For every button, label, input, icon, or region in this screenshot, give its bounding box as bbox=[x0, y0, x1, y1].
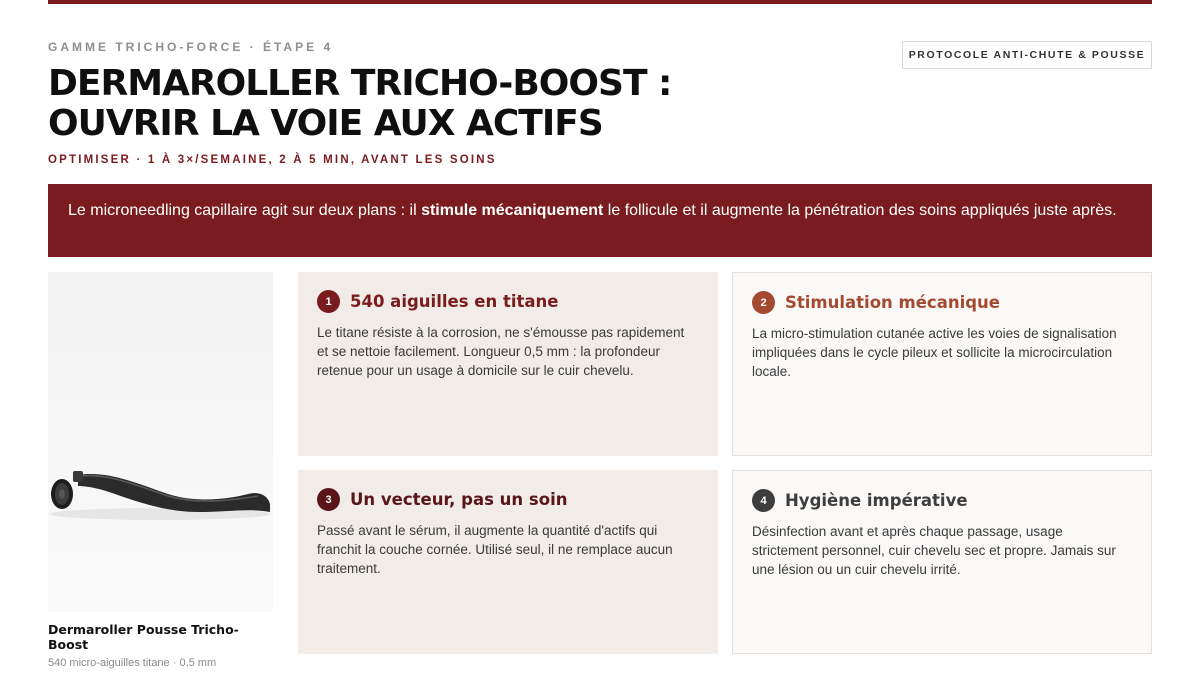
title-line-2: OUVRIR LA VOIE AUX ACTIFS bbox=[48, 103, 603, 144]
card-title: Un vecteur, pas un soin bbox=[350, 490, 568, 509]
banner-text-before: Le microneedling capillaire agit sur deux plans : il bbox=[68, 202, 422, 219]
card-body: Désinfection avant et après chaque passage, usage strictement personnel, cuir chevelu sec et propre. Jamais sur une lésion ou un cuir chevelu irrité. bbox=[752, 524, 1116, 577]
card-number-badge: 3 bbox=[317, 488, 340, 511]
info-card-mechanical-stimulation bbox=[732, 272, 1152, 456]
card-number-badge: 4 bbox=[752, 489, 775, 512]
protocol-badge: PROTOCOLE ANTI-CHUTE & POUSSE bbox=[902, 41, 1152, 69]
card-title: 540 aiguilles en titane bbox=[350, 292, 559, 311]
eyebrow-label: GAMME TRICHO-FORCE · ÉTAPE 4 bbox=[48, 40, 334, 54]
page-title bbox=[48, 64, 848, 144]
banner-text-bold: stimule mécaniquement bbox=[421, 202, 604, 219]
info-card-titanium-needles bbox=[298, 272, 718, 456]
top-accent-bar bbox=[48, 0, 1152, 4]
title-line-1: DERMAROLLER TRICHO-BOOST : bbox=[48, 63, 672, 104]
card-body: Le titane résiste à la corrosion, ne s'émousse pas rapidement et se nettoie facilement. Longueur 0,5 mm : la profondeur retenue pour un usage à domicile sur le cuir chevelu. bbox=[317, 325, 685, 378]
product-panel bbox=[48, 272, 273, 669]
product-image bbox=[48, 272, 273, 612]
info-card-hygiene bbox=[732, 470, 1152, 654]
subtitle: OPTIMISER · 1 À 3×/SEMAINE, 2 À 5 MIN, AVANT LES SOINS bbox=[48, 154, 497, 166]
card-number-badge: 2 bbox=[752, 291, 775, 314]
info-card-vector-not-treatment bbox=[298, 470, 718, 654]
card-body: Passé avant le sérum, il augmente la quantité d'actifs qui franchit la couche cornée. Utilisé seul, il ne remplace aucun traitement. bbox=[317, 523, 673, 576]
intro-banner bbox=[48, 184, 1152, 257]
dermaroller-illustration bbox=[48, 272, 273, 612]
product-caption: 540 micro-aiguilles titane · 0,5 mm bbox=[48, 657, 217, 669]
card-title: Hygiène impérative bbox=[785, 491, 968, 510]
card-number-badge: 1 bbox=[317, 290, 340, 313]
card-body: La micro-stimulation cutanée active les voies de signalisation impliquées dans le cycle pileux et sollicite la microcirculation locale. bbox=[752, 326, 1117, 379]
card-title: Stimulation mécanique bbox=[785, 293, 1000, 312]
banner-text-after: le follicule et il augmente la pénétration des soins appliqués juste après. bbox=[603, 202, 1117, 219]
product-name: Dermaroller Pousse Tricho-Boost bbox=[48, 622, 239, 652]
